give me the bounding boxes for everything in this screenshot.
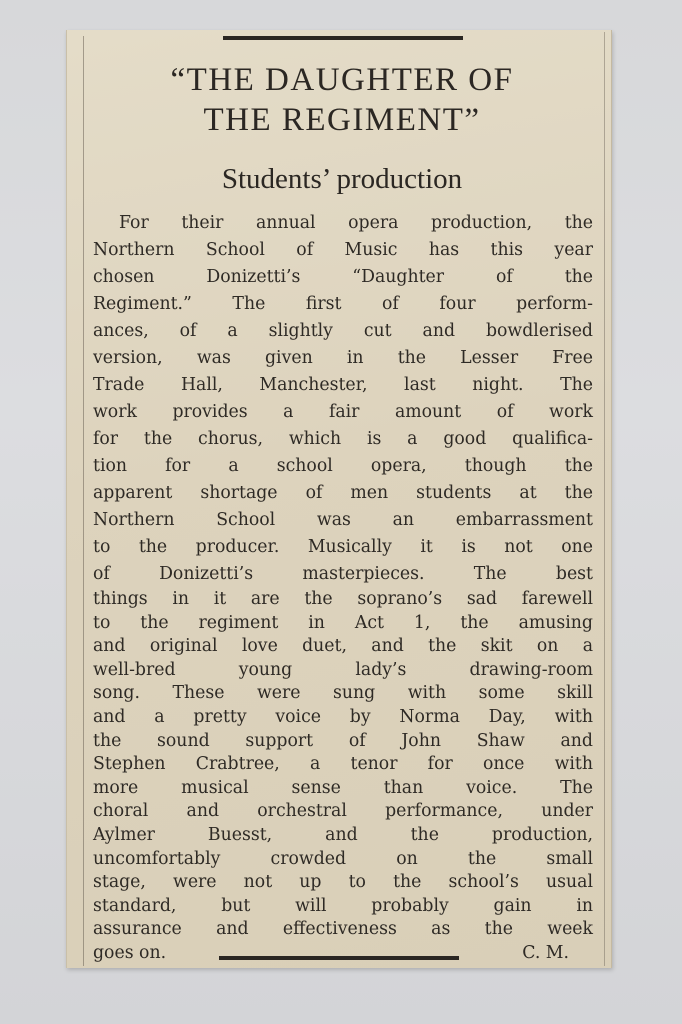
column-rule-left	[83, 36, 84, 966]
article-line: stage, were not up to the school’s usual	[93, 872, 593, 893]
headline-line-1: “THE DAUGHTER OF	[170, 62, 514, 98]
column-rule-right	[604, 32, 605, 966]
article-line: Stephen Crabtree, a tenor for once with	[93, 754, 593, 775]
article-line: and original love duet, and the skit on a	[93, 636, 593, 657]
top-rule	[223, 36, 463, 40]
article-line: to the producer. Musically it is not one	[93, 537, 593, 557]
headline-line-2: THE REGIMENT”	[203, 102, 481, 138]
article-line: uncomfortably crowded on the small	[93, 848, 593, 869]
article-line: and a pretty voice by Norma Day, with	[93, 706, 593, 727]
article-line: of Donizetti’s masterpieces. The best	[93, 564, 593, 584]
article-body	[93, 210, 593, 966]
article-line: version, was given in the Lesser Free	[93, 348, 593, 368]
article-last-line	[93, 942, 593, 966]
article-line: assurance and effectiveness as the week	[93, 919, 593, 940]
article-line: well-bred young lady’s drawing-room	[93, 659, 593, 680]
article-line: For their annual opera production, the	[119, 213, 593, 233]
article-line: Trade Hall, Manchester, last night. The	[93, 375, 593, 395]
article-closing-text: goes on.	[93, 942, 167, 963]
bottom-rule	[219, 956, 459, 960]
headline	[87, 60, 597, 140]
article-line: ances, of a slightly cut and bowdlerised	[93, 321, 593, 341]
article-line: to the regiment in Act 1, the amusing	[93, 612, 593, 633]
article-line: Northern School was an embarrassment	[93, 510, 593, 530]
article-line: Aylmer Buesst, and the production,	[93, 824, 593, 845]
article-line: the sound support of John Shaw and	[93, 730, 593, 751]
article-line: more musical sense than voice. The	[93, 777, 593, 798]
newspaper-clipping	[66, 30, 612, 968]
article-line: Regiment.” The first of four perform-	[93, 294, 593, 314]
article-line: work provides a fair amount of work	[93, 402, 593, 422]
article-line: apparent shortage of men students at the	[93, 483, 593, 503]
author-signature: C. M.	[522, 942, 569, 963]
article-line: standard, but will probably gain in	[93, 895, 593, 916]
article-line: for the chorus, which is a good qualifica-	[93, 429, 593, 449]
article-line: chosen Donizetti’s “Daughter of the	[93, 267, 593, 287]
article-line: things in it are the soprano’s sad farewell	[93, 589, 593, 609]
article-line: Northern School of Music has this year	[93, 240, 593, 260]
article-line: tion for a school opera, though the	[93, 456, 593, 476]
subheadline: Students’ production	[221, 163, 463, 195]
article-line: choral and orchestral performance, under	[93, 801, 593, 822]
article-line: song. These were sung with some skill	[93, 683, 593, 704]
